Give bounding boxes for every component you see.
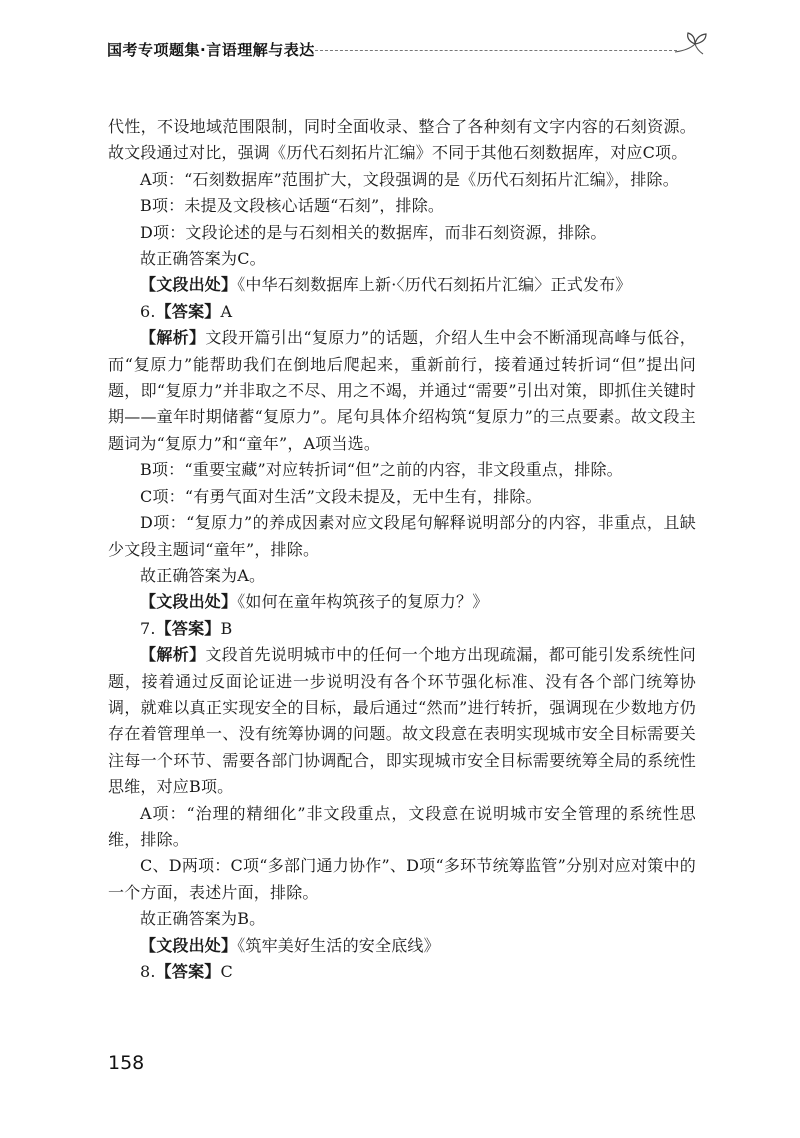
page-number: 158 xyxy=(108,1052,145,1074)
source-text: 《中华石刻数据库上新·〈历代石刻拓片汇编〉正式发布》 xyxy=(237,275,632,295)
explanation-label: 【解析】 xyxy=(140,645,206,665)
running-title: 国考专项题集·言语理解与表达 xyxy=(107,41,315,59)
question-number: 7. xyxy=(140,618,156,638)
answer-conclusion: 故正确答案为A。 xyxy=(140,565,266,585)
header-dashed-rule xyxy=(315,50,677,51)
question-answer-line xyxy=(108,299,696,325)
option-b-analysis: B项：“重要宝藏”对应转折词“但”之前的内容，非文段重点，排除。 xyxy=(140,460,623,480)
explanation-paragraph xyxy=(108,325,696,457)
explanation-text: 文段首先说明城市中的任何一个地方出现疏漏，都可能引发系统性问题，接着通过反面论证进一步说明没有各个环节强化标准、没有各个部门统筹协调，就难以真正实现安全的目标，最后通过“然而”进行转折，强调现在少数地方仍存在着管理单一、没有统筹协调的问题。故文段意在表明实现城市安全目标需要关注每一个环节、需要各部门协调配合，即实现城市安全目标需要统筹全局的系统性思维，对应B项。 xyxy=(108,645,696,797)
source-label: 【文段出处】 xyxy=(140,592,238,612)
source-line xyxy=(108,272,696,298)
option-b-analysis: B项：未提及文段核心话题“石刻”，排除。 xyxy=(140,196,445,216)
option-d-analysis: D项：“复原力”的养成因素对应文段尾句解释说明部分的内容，非重点，且缺少文段主题词“童年”，排除。 xyxy=(108,513,696,559)
source-text: 《筑牢美好生活的安全底线》 xyxy=(237,935,440,955)
question-answer-line xyxy=(108,616,696,642)
option-c-analysis: C项：“有勇气面对生活”文段未提及，无中生有，排除。 xyxy=(140,486,542,506)
page-body xyxy=(108,114,696,985)
source-line xyxy=(108,933,696,959)
answer-value: B xyxy=(220,618,233,638)
paragraph-continuation: 代性，不设地域范围限制，同时全面收录、整合了各种刻有文字内容的石刻资源。故文段通过对比，强调《历代石刻拓片汇编》不同于其他石刻数据库，对应C项。 xyxy=(108,117,696,163)
answer-label: 【答案】 xyxy=(155,618,221,638)
source-label: 【文段出处】 xyxy=(140,275,238,295)
question-number: 8. xyxy=(140,962,156,981)
explanation-paragraph xyxy=(108,642,696,800)
source-text: 《如何在童年构筑孩子的复原力？》 xyxy=(237,592,489,612)
explanation-text: 文段开篇引出“复原力”的话题，介绍人生中会不断涌现高峰与低谷，而“复原力”能帮助我们在倒地后爬起来，重新前行，接着通过转折词“但”提出问题，即“复原力”并非取之不尽、用之不竭，并通过“需要”引出对策，即抓住关键时期——童年时期储蓄“复原力”。尾句具体介绍构筑“复原力”的三点要素。故文段主题词为“复原力”和“童年”，A项当选。 xyxy=(108,328,697,453)
option-d-analysis: D项：文段论述的是与石刻相关的数据库，而非石刻资源，排除。 xyxy=(140,222,607,242)
answer-conclusion: 故正确答案为C。 xyxy=(140,249,266,269)
page-header xyxy=(107,30,707,60)
option-a-analysis: A项：“石刻数据库”范围扩大，文段强调的是《历代石刻拓片汇编》，排除。 xyxy=(140,169,679,189)
source-line xyxy=(108,589,696,615)
source-label: 【文段出处】 xyxy=(140,935,238,955)
answer-value: C xyxy=(220,962,233,981)
sprout-icon xyxy=(673,30,711,58)
answer-value: A xyxy=(220,301,233,321)
option-cd-analysis: C、D两项：C项“多部门通力协作”、D项“多环节统筹监管”分别对应对策中的一个方面，表述片面，排除。 xyxy=(108,856,696,902)
explanation-label: 【解析】 xyxy=(140,328,206,348)
answer-label: 【答案】 xyxy=(155,962,221,981)
question-answer-line xyxy=(108,959,696,985)
answer-conclusion: 故正确答案为B。 xyxy=(140,909,266,929)
question-number: 6. xyxy=(140,301,156,321)
answer-label: 【答案】 xyxy=(155,301,221,321)
option-a-analysis: A项：“治理的精细化”非文段重点，文段意在说明城市安全管理的系统性思维，排除。 xyxy=(108,803,696,849)
